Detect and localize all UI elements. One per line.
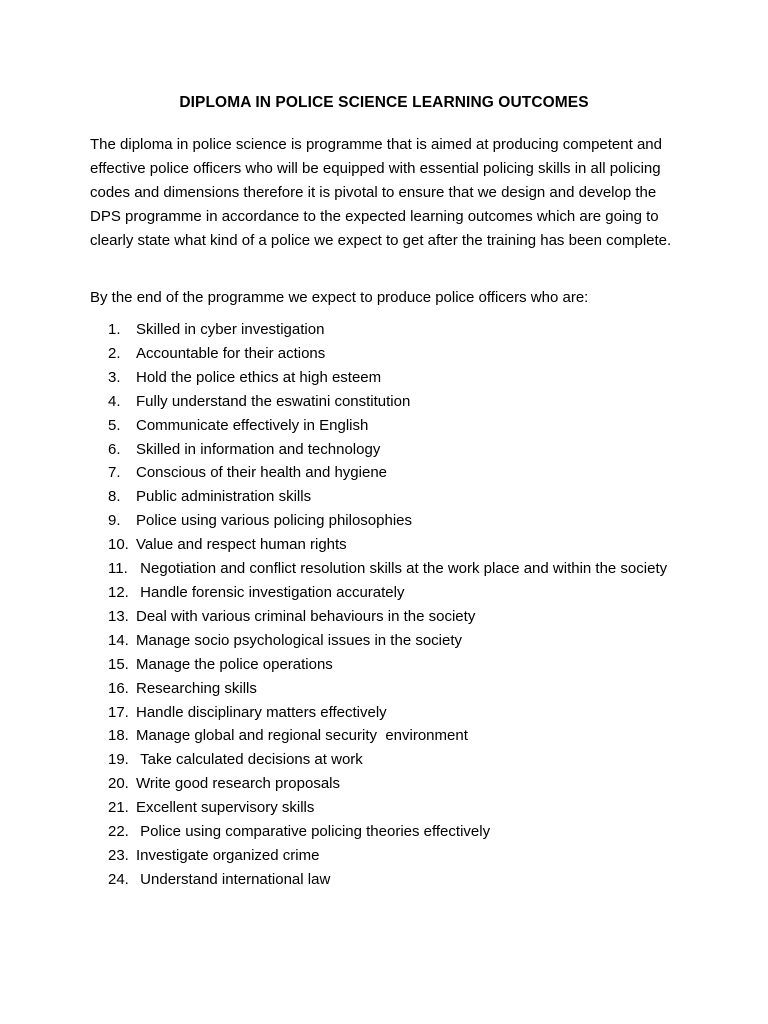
list-item-text: Excellent supervisory skills [136,799,315,817]
list-item [0,629,668,653]
list-item [0,605,668,629]
list-item-number: 3. [108,368,121,386]
list-item [0,533,668,557]
list-item-text: Researching skills [136,679,257,697]
list-item-number: 20. [108,775,129,793]
list-item-text: Deal with various criminal behaviours in the society [136,607,476,625]
list-item-number: 9. [108,512,121,530]
list-item-text: Skilled in information and technology [136,440,381,458]
list-item-number: 4. [108,392,121,410]
list-item-number: 11. [108,560,128,578]
outcomes-list [0,318,768,892]
list-item-number: 24. [108,870,129,888]
list-item-number: 23. [108,846,129,864]
list-item-number: 8. [108,488,121,506]
list-item-number: 17. [108,703,129,721]
intro-paragraph: The diploma in police science is programme that is aimed at producing competent and effective police officers who will be equipped with essential policing skills in all policing codes and dimensions therefore it is pivotal to ensure that we design and develop the DPS programme in accordance to the expected learning outcomes which are going to clearly state what kind of a police we expect to get after the training has been complete. [90,136,672,249]
list-item-text: Communicate effectively in English [136,416,369,434]
list-item [0,581,668,605]
list-item-text: Manage the police operations [136,655,333,673]
list-item [0,868,668,892]
list-item-text: Investigate organized crime [136,846,320,864]
list-item-text: Write good research proposals [136,775,340,793]
list-item [0,509,668,533]
lead-paragraph: By the end of the programme we expect to produce police officers who are: [90,289,589,306]
list-item-text: Negotiation and conflict resolution skills at the work place and within the society [136,560,668,578]
list-item-text: Hold the police ethics at high esteem [136,368,382,386]
list-item-text: Manage global and regional security environment [136,727,468,745]
list-item [0,342,668,366]
list-item-number: 14. [108,631,129,649]
list-item-text: Public administration skills [136,488,312,506]
list-item-number: 1. [108,321,121,338]
list-item-text: Fully understand the eswatini constitution [136,392,411,410]
list-item [0,844,668,868]
list-item [0,677,668,701]
list-item [0,724,668,748]
list-item-number: 5. [108,416,121,434]
list-item [0,390,668,414]
list-item-number: 6. [108,440,121,458]
list-item-number: 10. [108,536,129,554]
list-item-number: 16. [108,679,129,697]
list-item [0,701,668,725]
list-item-text: Skilled in cyber investigation [136,321,325,338]
list-item-number: 7. [108,464,121,482]
list-item [0,772,668,796]
list-item [0,796,668,820]
list-item-text: Understand international law [136,870,331,888]
list-item-text: Police using comparative policing theories effectively [136,823,491,841]
list-item-text: Manage socio psychological issues in the society [136,631,463,649]
document-title: DIPLOMA IN POLICE SCIENCE LEARNING OUTCOMES [179,94,589,111]
list-item [0,557,668,581]
list-item [0,748,668,772]
list-item-number: 15. [108,655,129,673]
list-item [0,366,668,390]
list-item-text: Accountable for their actions [136,344,326,362]
list-item-number: 2. [108,344,121,362]
list-item [0,653,668,677]
list-item-number: 12. [108,583,129,601]
list-item [0,318,668,342]
list-item [0,414,668,438]
list-item [0,820,668,844]
list-item-text: Value and respect human rights [136,536,347,554]
list-item-number: 13. [108,607,129,625]
list-item-number: 19. [108,751,129,769]
list-item-number: 22. [108,823,129,841]
list-item-number: 18. [108,727,129,745]
list-item-text: Police using various policing philosophies [136,512,412,530]
list-item-text: Handle disciplinary matters effectively [136,703,387,721]
list-item [0,485,668,509]
list-item-text: Take calculated decisions at work [136,751,363,769]
list-item-text: Conscious of their health and hygiene [136,464,388,482]
list-item [0,438,668,462]
list-item-number: 21. [108,799,129,817]
list-item-text: Handle forensic investigation accurately [136,583,405,601]
list-item [0,461,668,485]
